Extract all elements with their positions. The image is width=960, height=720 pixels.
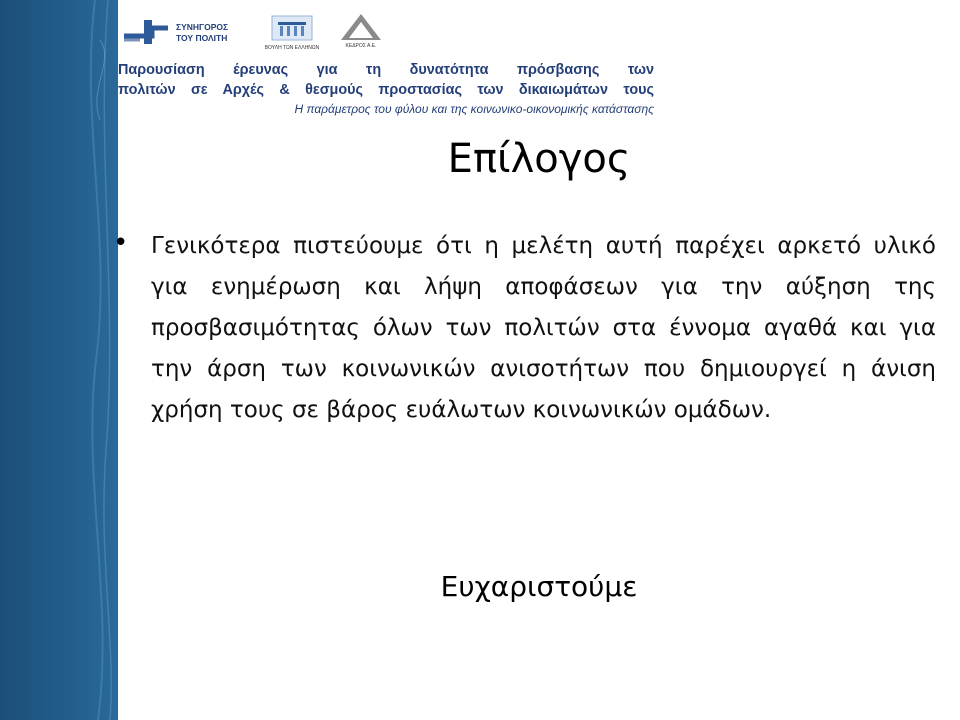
closing-text: Ευχαριστούμε [440, 570, 638, 603]
header-banner [118, 0, 658, 122]
banner-title-line: Παρουσίαση έρευνας για τη δυνατότητα πρόσβασης των [118, 62, 654, 78]
banner-title [118, 60, 654, 100]
left-decorative-band [0, 0, 118, 720]
kedros-triangle-icon [336, 12, 386, 42]
parliament-emblem-icon [270, 14, 314, 42]
kedros-logo [336, 12, 386, 54]
parliament-caption: ΒΟΥΛΗ ΤΩΝ ΕΛΛΗΝΩΝ [264, 45, 320, 51]
band-wave-decoration [0, 0, 118, 720]
bullet-marker: • [113, 228, 129, 258]
banner-subtitle: Η παράμετρος του φύλου και της κοινωνικο-οικονομικής κατάστασης [294, 102, 654, 116]
ombudsman-mark-icon [122, 18, 172, 46]
kedros-caption: ΚΕΔΡΟΣ Α.Ε. [345, 43, 377, 49]
banner-title-line: πολιτών σε Αρχές & θεσμούς προστασίας των δικαιωμάτων τους [118, 82, 654, 98]
ombudsman-name-line: ΣΥΝΗΓΟΡΟΣ [176, 22, 229, 32]
slide-title: Επίλογος [447, 136, 631, 182]
parliament-logo [262, 14, 322, 54]
ombudsman-name-line: ΤΟΥ ΠΟΛΙΤΗ [176, 33, 228, 43]
bullet-paragraph: Γενικότερα πιστεύουμε ότι η μελέτη αυτή παρέχει αρκετό υλικό για ενημέρωση και λήψη αποφάσεων για την αύξηση της προσβασιμότητας όλων των πολιτών στα έννομα αγαθά και για την άρση των κοινωνικών ανισοτήτων που δημιουργεί η άνιση χρήση τους σε βάρος ευάλωτων κοινωνικών ομάδων. [151, 233, 936, 423]
ombudsman-logo [122, 14, 252, 54]
